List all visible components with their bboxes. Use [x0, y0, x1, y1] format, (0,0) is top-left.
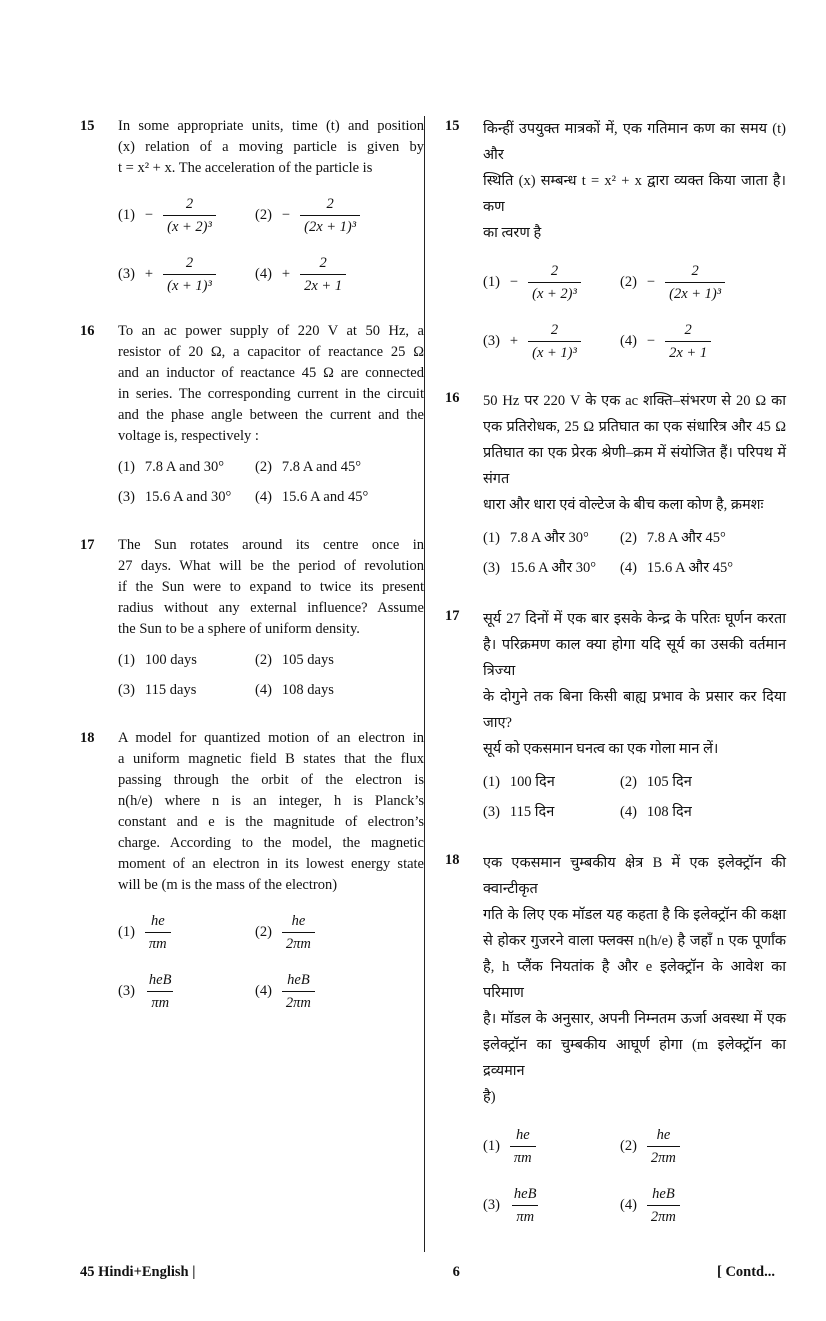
- question-text-line: से होकर गुजरने वाला फ्लक्स n(h/e) है जहाँ n एक पूर्णांक: [483, 933, 786, 949]
- fraction: [528, 262, 581, 303]
- question-body: [483, 606, 786, 824]
- fraction: [282, 912, 315, 953]
- option-text: 15.6 A और 30°: [509, 559, 597, 576]
- option-2[interactable]: [255, 455, 424, 479]
- option-text: 115 दिन: [509, 803, 555, 820]
- option-1[interactable]: [483, 262, 620, 303]
- option-2[interactable]: [255, 648, 424, 672]
- question-number: 18: [445, 852, 460, 868]
- option-1[interactable]: [118, 912, 255, 953]
- question-number: 18: [80, 730, 95, 746]
- option-label: (1): [483, 274, 500, 290]
- fraction: [647, 1185, 680, 1226]
- option-text: 7.8 A and 45°: [281, 458, 362, 475]
- option-3[interactable]: [483, 556, 620, 580]
- option-4[interactable]: [255, 971, 424, 1012]
- option-sign: −: [646, 274, 656, 290]
- question-body: [118, 728, 424, 1012]
- footer-paper-code: 45 Hindi+English |: [80, 1264, 196, 1280]
- options: [483, 770, 786, 824]
- fraction: [300, 195, 360, 236]
- option-label: (4): [620, 333, 637, 349]
- fraction-denominator: πm: [512, 1205, 538, 1226]
- question-text-line: स्थिति (x) सम्बन्ध t = x² + x द्वारा व्यक्त किया जाता है। कण: [483, 173, 786, 215]
- option-label: (4): [255, 488, 272, 505]
- fraction-numerator: he: [150, 913, 165, 929]
- option-label: (3): [483, 333, 500, 349]
- fraction: [510, 1126, 536, 1167]
- question-number: 16: [445, 390, 460, 406]
- english-column: [80, 116, 424, 1252]
- question-17: [445, 606, 786, 824]
- question-body: [118, 321, 424, 509]
- fraction-numerator: 2: [319, 255, 327, 271]
- fraction-denominator: 2x + 1: [300, 274, 346, 295]
- option-label: (2): [255, 458, 272, 475]
- option-label: (2): [255, 207, 272, 223]
- fraction-denominator: (x + 2)³: [528, 282, 581, 303]
- option-label: (4): [255, 681, 272, 698]
- option-2[interactable]: [620, 770, 786, 794]
- option-sign: +: [144, 266, 154, 282]
- fraction: [510, 1185, 541, 1226]
- option-2[interactable]: [255, 912, 424, 953]
- fraction-denominator: 2x + 1: [665, 341, 711, 362]
- options: [483, 526, 786, 580]
- question-text-line: धारा और धारा एवं वोल्टेज के बीच कला कोण है, क्रमशः: [483, 497, 764, 513]
- option-4[interactable]: [255, 485, 424, 509]
- option-label: (1): [483, 1138, 500, 1154]
- option-1[interactable]: [118, 455, 255, 479]
- option-label: (3): [483, 803, 500, 820]
- question-text-line: and an inductor of reactance 45 Ω are connected: [118, 365, 424, 381]
- question-text-line: सूर्य को एकसमान घनत्व का एक गोला मान लें।: [483, 741, 719, 757]
- fraction-numerator: 2: [691, 263, 699, 279]
- fraction: [528, 321, 581, 362]
- option-3[interactable]: [118, 254, 255, 295]
- option-label: (1): [118, 458, 135, 475]
- option-label: (3): [483, 1197, 500, 1213]
- option-label: (3): [118, 681, 135, 698]
- question-text-line: n(h/e) where n is an integer, h is Planck’s: [118, 793, 424, 809]
- question-text-line: है, h प्लैंक नियतांक है और e इलेक्ट्रॉन के आवेश का परिमाण: [483, 959, 786, 1001]
- footer-contd: [ Contd...: [716, 1264, 775, 1280]
- option-label: (4): [620, 559, 637, 576]
- option-sign: −: [144, 207, 154, 223]
- option-text: 7.8 A and 30°: [144, 458, 225, 475]
- fraction-denominator: πm: [145, 932, 171, 953]
- footer: [80, 1252, 775, 1281]
- question-text-line: एक प्रतिरोधक, 25 Ω प्रतिघात का एक संधारित्र और 45 Ω: [483, 419, 786, 435]
- question-15: [80, 116, 424, 295]
- option-text: 105 दिन: [646, 773, 692, 790]
- question-body: [118, 535, 424, 702]
- option-1[interactable]: [118, 195, 255, 236]
- option-3[interactable]: [483, 1185, 620, 1226]
- question-number: 15: [445, 118, 460, 134]
- options: [483, 262, 786, 362]
- fraction-numerator: heB: [148, 972, 172, 988]
- question-text-line: in series. The corresponding current in the circuit: [118, 386, 424, 402]
- fraction: [145, 971, 176, 1012]
- option-1[interactable]: [118, 648, 255, 672]
- fraction-denominator: (2x + 1)³: [300, 215, 360, 236]
- option-2[interactable]: [255, 195, 424, 236]
- fraction: [647, 1126, 680, 1167]
- question-text-line: The Sun rotates around its centre once in: [118, 537, 424, 553]
- option-sign: +: [281, 266, 291, 282]
- question-text-line: (x) relation of a moving particle is given by: [118, 139, 424, 155]
- question-16: [445, 388, 786, 580]
- question-text-line: का त्वरण है: [483, 225, 542, 241]
- fraction-numerator: heB: [513, 1186, 537, 1202]
- option-sign: −: [646, 333, 656, 349]
- footer-page-number: 6: [452, 1264, 460, 1280]
- option-label: (3): [483, 559, 500, 576]
- option-text: 7.8 A और 45°: [646, 529, 726, 546]
- fraction-denominator: 2πm: [282, 991, 315, 1012]
- question-text-line: है। परिक्रमण काल क्या होगा यदि सूर्य का उसकी वर्तमान त्रिज्या: [483, 637, 786, 679]
- fraction-numerator: he: [291, 913, 306, 929]
- options: [118, 912, 424, 1012]
- option-text: 108 days: [281, 681, 334, 698]
- option-text: 15.6 A and 45°: [281, 488, 369, 505]
- fraction: [163, 195, 216, 236]
- question-number: 17: [445, 608, 460, 624]
- option-label: (1): [483, 529, 500, 546]
- question-text-line: constant and e is the magnitude of electron’s: [118, 814, 424, 830]
- question-text-line: In some appropriate units, time (t) and position: [118, 118, 424, 134]
- question-text-line: सूर्य 27 दिनों में एक बार इसके केन्द्र के परितः घूर्णन करता: [483, 611, 786, 627]
- option-text: 15.6 A और 45°: [646, 559, 734, 576]
- option-4[interactable]: [255, 254, 424, 295]
- question-text-line: radius without any external influence? Assume: [118, 600, 424, 616]
- option-sign: +: [509, 333, 519, 349]
- fraction: [300, 254, 346, 295]
- question-text-line: के दोगुने तक बिना किसी बाह्य प्रभाव के प्रसार कर दिया जाए?: [483, 689, 786, 731]
- question-text-line: है): [483, 1089, 496, 1105]
- question-text-line: charge. According to the model, the magnetic: [118, 835, 424, 851]
- question-text-line: moment of an electron in its lowest energy state: [118, 856, 424, 872]
- question-number: 17: [80, 537, 95, 553]
- question-text-line: if the Sun were to expand to twice its present: [118, 579, 424, 595]
- question-text-line: A model for quantized motion of an electron in: [118, 730, 424, 746]
- fraction-numerator: 2: [684, 322, 692, 338]
- question-text-line: passing through the orbit of the electron is: [118, 772, 424, 788]
- option-1[interactable]: [483, 1126, 620, 1167]
- column-divider: [424, 116, 425, 1252]
- option-label: (2): [255, 651, 272, 668]
- option-text: 115 days: [144, 681, 197, 698]
- option-label: (2): [255, 924, 272, 940]
- question-number: 16: [80, 323, 95, 339]
- option-2[interactable]: [620, 262, 786, 303]
- option-text: 100 दिन: [509, 773, 555, 790]
- fraction-numerator: 2: [185, 196, 194, 212]
- option-label: (3): [118, 983, 135, 999]
- question-body: [118, 116, 424, 295]
- option-label: (3): [118, 488, 135, 505]
- question-16: [80, 321, 424, 509]
- option-text: 100 days: [144, 651, 197, 668]
- fraction-numerator: 2: [326, 196, 334, 212]
- options: [118, 455, 424, 509]
- option-1[interactable]: [483, 770, 620, 794]
- question-text-line: प्रतिघात का एक प्रेरक श्रेणी–क्रम में संयोजित हैं। परिपथ में संगत: [483, 445, 786, 487]
- question-text-line: will be (m is the mass of the electron): [118, 877, 338, 893]
- option-label: (1): [118, 651, 135, 668]
- options: [118, 648, 424, 702]
- option-4[interactable]: [620, 800, 786, 824]
- question-body: [483, 850, 786, 1226]
- question-text-line: t = x² + x. The acceleration of the particle is: [118, 160, 373, 176]
- option-text: 15.6 A and 30°: [144, 488, 232, 505]
- option-4[interactable]: [255, 678, 424, 702]
- option-text: 108 दिन: [646, 803, 692, 820]
- fraction-numerator: 2: [550, 322, 559, 338]
- fraction: [665, 321, 711, 362]
- question-text-line: किन्हीं उपयुक्त मात्रकों में, एक गतिमान कण का समय (t) और: [483, 121, 786, 163]
- option-sign: −: [281, 207, 291, 223]
- fraction-denominator: (x + 2)³: [163, 215, 216, 236]
- option-label: (3): [118, 266, 135, 282]
- question-17: [80, 535, 424, 702]
- question-text-line: To an ac power supply of 220 V at 50 Hz, a: [118, 323, 424, 339]
- option-3[interactable]: [483, 321, 620, 362]
- option-2[interactable]: [620, 526, 786, 550]
- question-text-line: गति के लिए एक मॉडल यह कहता है कि इलेक्ट्रॉन की कक्षा: [483, 907, 786, 923]
- option-label: (1): [118, 924, 135, 940]
- columns: [0, 116, 826, 1252]
- fraction: [282, 971, 315, 1012]
- options: [483, 1126, 786, 1226]
- option-label: (2): [620, 1138, 637, 1154]
- option-4[interactable]: [620, 556, 786, 580]
- fraction-denominator: (x + 1)³: [163, 274, 216, 295]
- option-label: (2): [620, 529, 637, 546]
- option-2[interactable]: [620, 1126, 786, 1167]
- question-text-line: and the phase angle between the current and the: [118, 407, 424, 423]
- question-text-line: a uniform magnetic field B states that the flux: [118, 751, 424, 767]
- question-text-line: the Sun to be a sphere of uniform density.: [118, 621, 360, 637]
- option-text: 7.8 A और 30°: [509, 529, 589, 546]
- hindi-column: [435, 116, 786, 1252]
- fraction: [163, 254, 216, 295]
- option-3[interactable]: [118, 971, 255, 1012]
- question-text-line: एक एकसमान चुम्बकीय क्षेत्र B में एक इलेक्ट्रॉन की क्वान्टीकृत: [483, 855, 786, 897]
- option-label: (4): [620, 803, 637, 820]
- question-text-line: 27 days. What will be the period of revolution: [118, 558, 424, 574]
- fraction-numerator: he: [515, 1127, 530, 1143]
- question-number: 15: [80, 118, 95, 134]
- fraction-numerator: 2: [185, 255, 194, 271]
- fraction-numerator: 2: [550, 263, 559, 279]
- option-text: 105 days: [281, 651, 334, 668]
- option-label: (2): [620, 773, 637, 790]
- option-4[interactable]: [620, 1185, 786, 1226]
- fraction-denominator: 2πm: [647, 1146, 680, 1167]
- option-label: (4): [255, 266, 272, 282]
- option-1[interactable]: [483, 526, 620, 550]
- fraction-numerator: heB: [652, 1186, 675, 1202]
- option-label: (4): [255, 983, 272, 999]
- question-15: [445, 116, 786, 362]
- fraction-denominator: πm: [510, 1146, 536, 1167]
- fraction-numerator: he: [656, 1127, 671, 1143]
- option-label: (2): [620, 274, 637, 290]
- question-text-line: 50 Hz पर 220 V के एक ac शक्ति–संभरण से 20 Ω का: [483, 393, 786, 409]
- option-sign: −: [509, 274, 519, 290]
- option-4[interactable]: [620, 321, 786, 362]
- question-body: [483, 116, 786, 362]
- question-18: [80, 728, 424, 1012]
- question-text-line: voltage is, respectively :: [118, 428, 259, 444]
- fraction-denominator: (2x + 1)³: [665, 282, 725, 303]
- fraction-denominator: 2πm: [282, 932, 315, 953]
- fraction-denominator: πm: [147, 991, 173, 1012]
- option-3[interactable]: [118, 678, 255, 702]
- option-label: (1): [118, 207, 135, 223]
- fraction-denominator: (x + 1)³: [528, 341, 581, 362]
- option-label: (4): [620, 1197, 637, 1213]
- option-3[interactable]: [118, 485, 255, 509]
- question-18: [445, 850, 786, 1226]
- fraction: [145, 912, 171, 953]
- fraction-denominator: 2πm: [647, 1205, 680, 1226]
- question-text-line: इलेक्ट्रॉन का चुम्बकीय आघूर्ण होगा (m इलेक्ट्रॉन का द्रव्यमान: [483, 1037, 786, 1079]
- question-body: [483, 388, 786, 580]
- fraction-numerator: heB: [287, 972, 310, 988]
- options: [118, 195, 424, 295]
- option-3[interactable]: [483, 800, 620, 824]
- option-label: (1): [483, 773, 500, 790]
- question-text-line: resistor of 20 Ω, a capacitor of reactance 25 Ω: [118, 344, 424, 360]
- fraction: [665, 262, 725, 303]
- question-text-line: है। मॉडल के अनुसार, अपनी निम्नतम ऊर्जा अवस्था में एक: [483, 1011, 786, 1027]
